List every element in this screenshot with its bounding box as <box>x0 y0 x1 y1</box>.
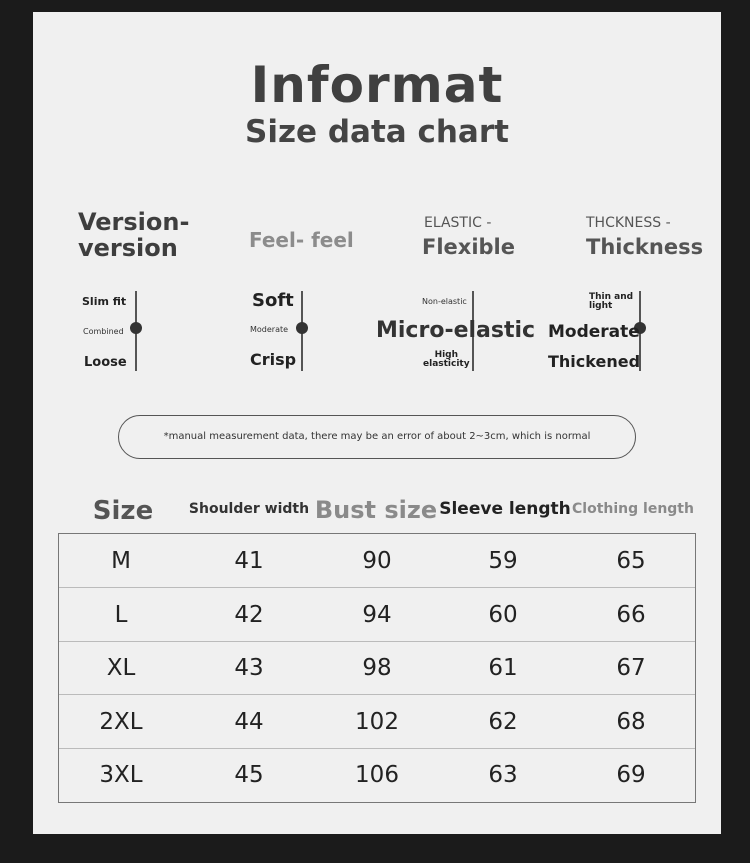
bust-cell: 94 <box>362 602 392 629</box>
elastic-header-small: ELASTIC - <box>424 215 492 231</box>
version-slider-knob <box>130 322 142 334</box>
size-cell: 3XL <box>99 762 143 789</box>
size-table <box>58 533 696 803</box>
length-cell: 69 <box>616 762 646 789</box>
elastic-header: Flexible <box>422 235 516 259</box>
shoulder-cell: 44 <box>234 708 264 735</box>
bust-cell: 90 <box>362 547 392 574</box>
measurement-note: *manual measurement data, there may be an error of about 2~3cm, which is normal <box>118 415 636 459</box>
bust-cell: 106 <box>355 762 399 789</box>
version-top-label: Slim fit <box>82 295 127 308</box>
table-row <box>59 587 695 641</box>
sleeve-cell: 62 <box>488 708 518 735</box>
shoulder-cell: 43 <box>234 655 264 682</box>
feel-bottom-label: Crisp <box>250 350 297 369</box>
size-cell: 2XL <box>99 708 143 735</box>
elastic-top-label: Non-elastic <box>422 297 467 306</box>
feel-top-label: Soft <box>252 290 294 311</box>
version-middle-label: Combined <box>83 327 124 336</box>
bust-cell: 102 <box>355 708 399 735</box>
table-row <box>59 694 695 748</box>
column-header-bust-size: Bust size <box>314 496 438 524</box>
column-header-size: Size <box>92 496 154 526</box>
thickness-top-label: Thin and light <box>589 292 634 311</box>
shoulder-cell: 41 <box>234 547 264 574</box>
version-bottom-label: Loose <box>84 355 127 370</box>
length-cell: 66 <box>616 602 646 629</box>
bust-cell: 98 <box>362 655 392 682</box>
table-row <box>59 641 695 695</box>
feel-middle-label: Moderate <box>250 325 289 334</box>
elastic-middle-label: Micro-elastic <box>376 318 536 343</box>
page-subtitle: Size data chart <box>245 114 509 150</box>
column-header-sleeve-length: Sleeve length <box>439 499 571 519</box>
size-cell: XL <box>106 655 136 682</box>
sleeve-cell: 60 <box>488 602 518 629</box>
thickness-middle-label: Moderate <box>548 322 640 342</box>
thickness-bottom-label: Thickened <box>548 352 641 371</box>
shoulder-cell: 45 <box>234 762 264 789</box>
version-header: Version- version <box>78 208 190 262</box>
size-cell: M <box>111 547 131 574</box>
sleeve-cell: 61 <box>488 655 518 682</box>
length-cell: 65 <box>616 547 646 574</box>
sleeve-cell: 59 <box>488 547 518 574</box>
thickness-header-small: THCKNESS - <box>586 215 671 231</box>
feel-header: Feel- feel <box>249 228 354 252</box>
feel-slider-knob <box>296 322 308 334</box>
table-row <box>59 534 695 587</box>
size-cell: L <box>114 602 128 629</box>
thickness-header: Thickness <box>586 235 704 259</box>
table-row <box>59 748 695 802</box>
page-title: Informat <box>250 56 504 114</box>
shoulder-cell: 42 <box>234 602 264 629</box>
sleeve-cell: 63 <box>488 762 518 789</box>
column-header-clothing-length: Clothing length <box>572 501 694 517</box>
length-cell: 68 <box>616 708 646 735</box>
elastic-bottom-label: High elasticity <box>423 350 470 369</box>
size-chart-card <box>33 12 721 834</box>
length-cell: 67 <box>616 655 646 682</box>
column-header-shoulder-width: Shoulder width <box>188 501 310 517</box>
